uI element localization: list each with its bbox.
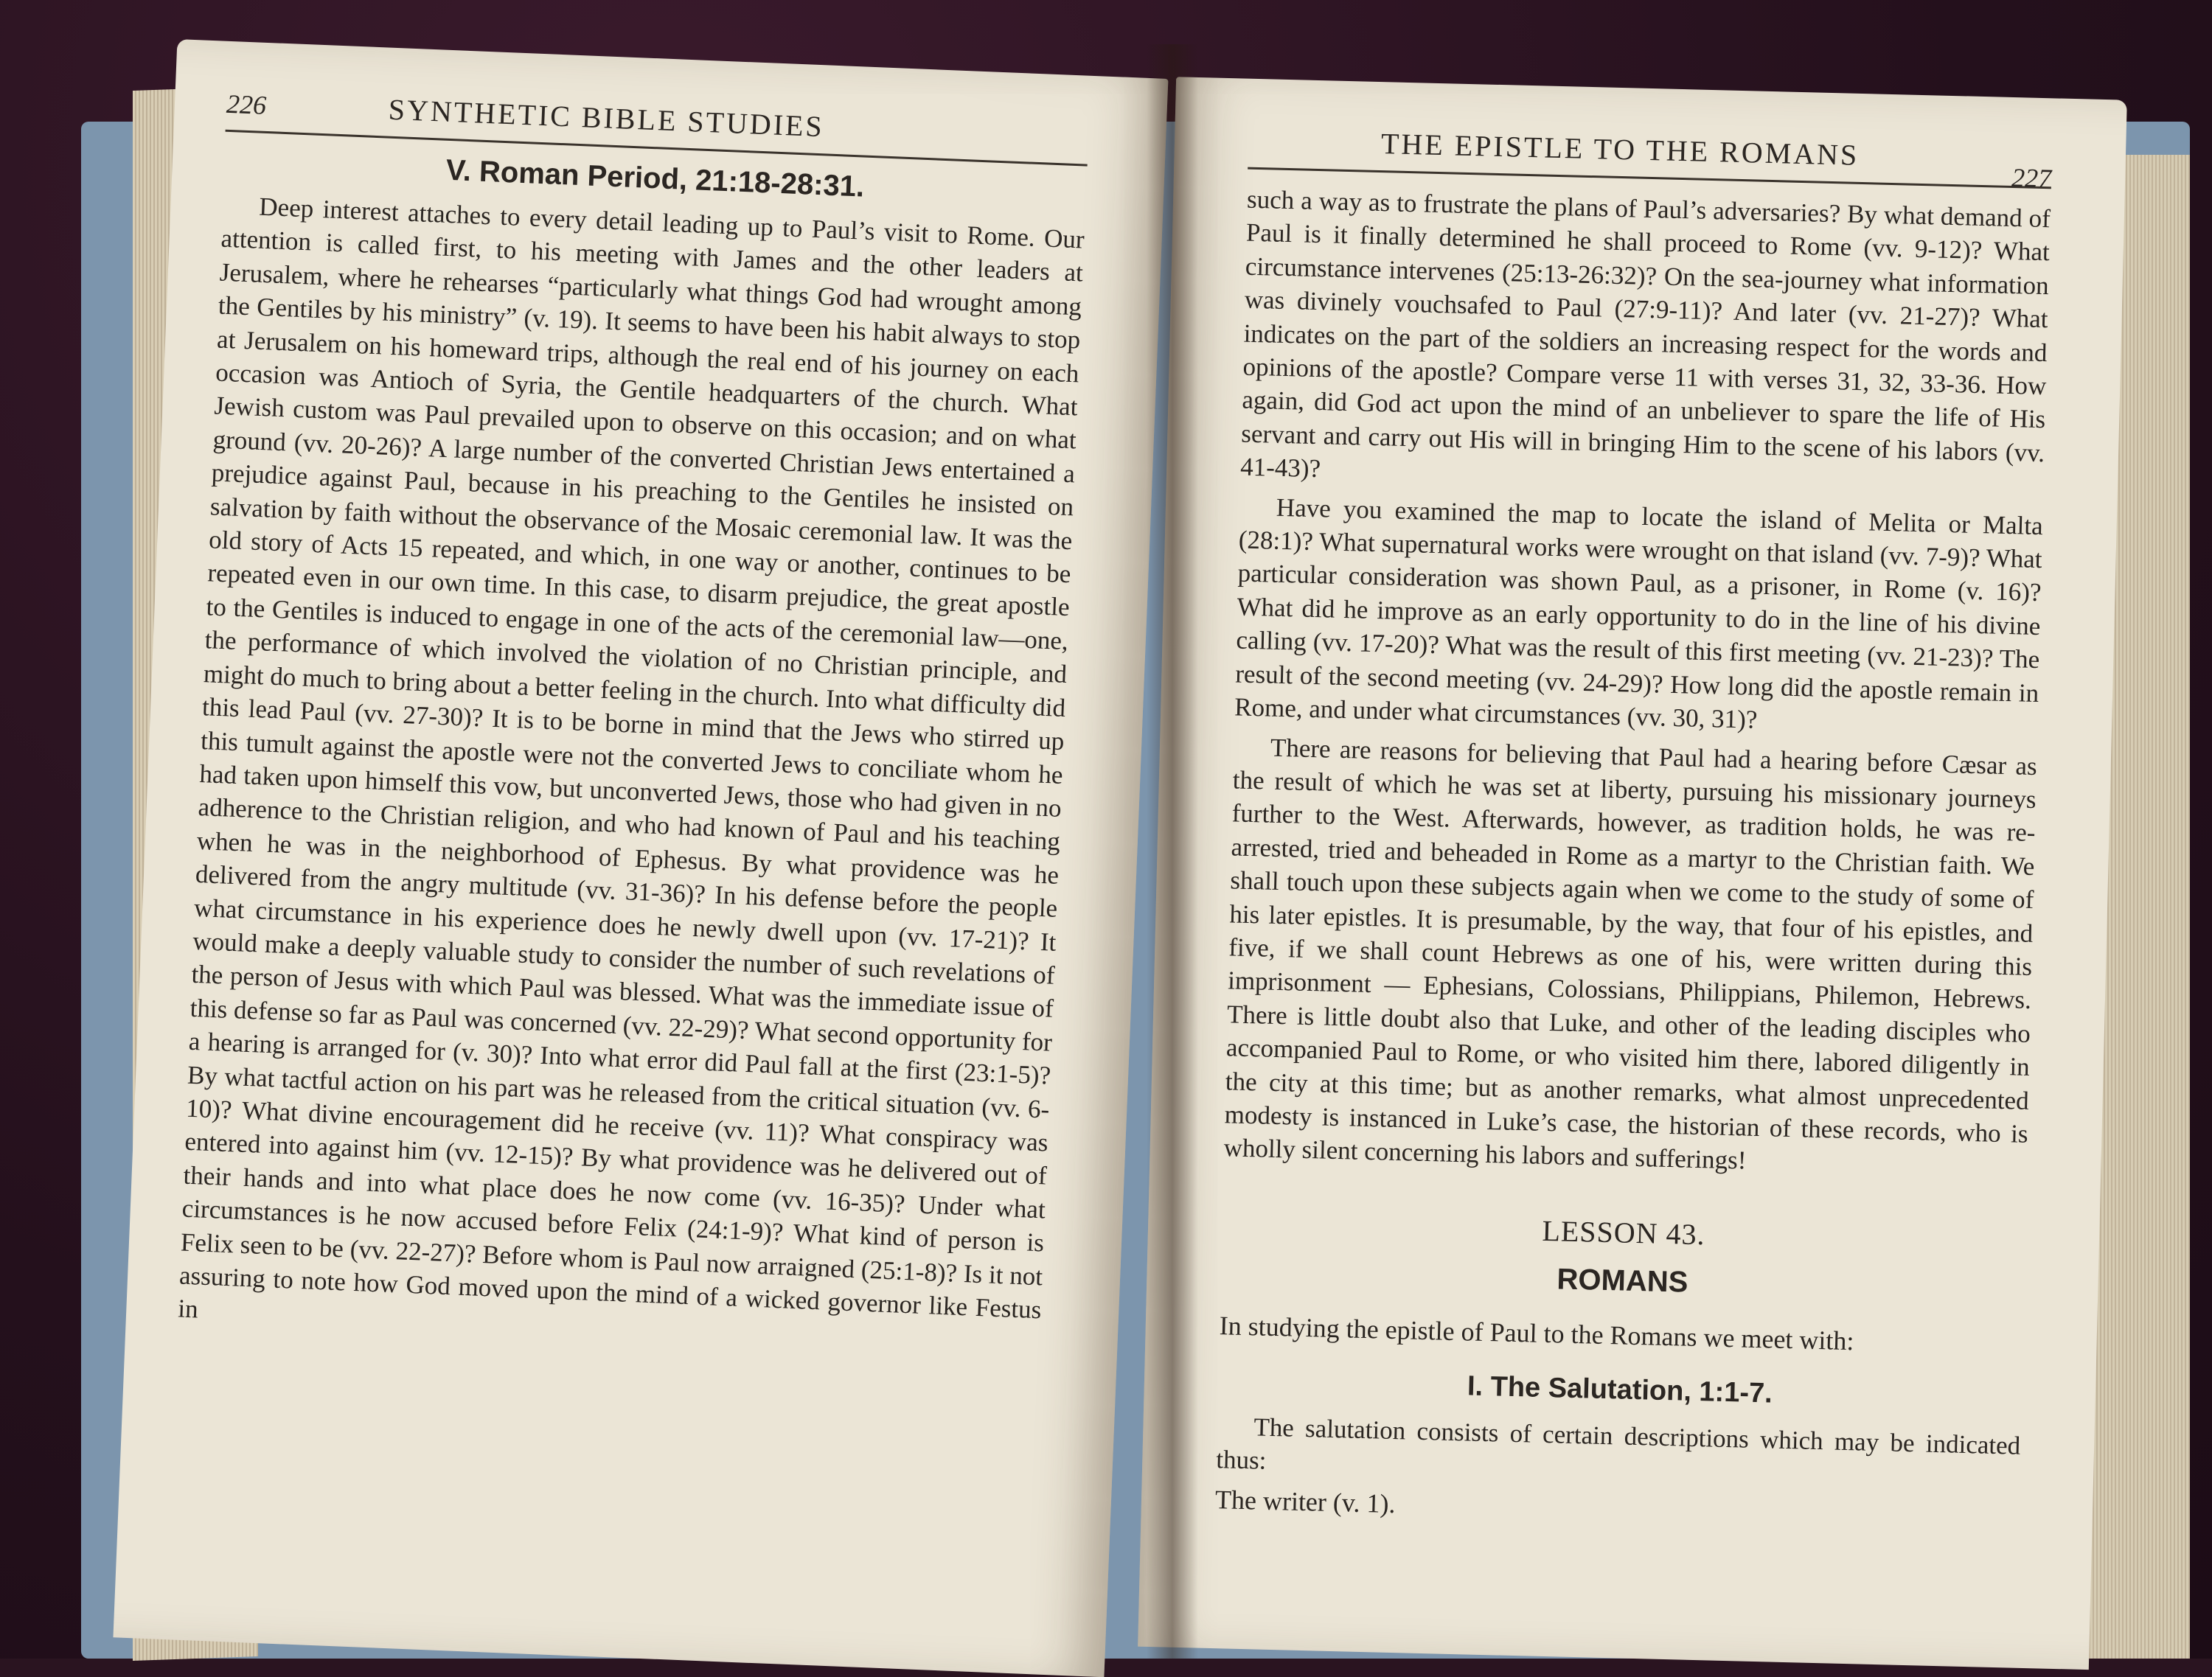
item-line: The writer (v. 1). xyxy=(1214,1484,1397,1519)
intro-line: In studying the epistle of Paul to the Romans we meet with: xyxy=(1219,1310,1854,1356)
right-running-head xyxy=(1248,116,2052,194)
left-page-content xyxy=(177,78,1089,1366)
right-paragraph: Have you examined the map to locate the island of Melita or Malta (28:1)? What supernatural works were wrought on that island (vv. 7-9)? What particular consideration was shown Paul, as a prisoner, in Rome (v. 16)? What did he improve as an early opportunity to do in the line of his divine calling (vv. 17-20)? What was the result of this first meeting (vv. 21-23)? The result of the second meeting (vv. 24-29)? How long did the apostle remain in Rome, and under what circumstances (vv. 30, 31)? xyxy=(1234,492,2044,734)
right-running-title: THE EPISTLE TO THE ROMANS xyxy=(1380,127,1860,172)
right-paragraph: There are reasons for believing that Paul had a hearing before Cæsar as the result of which he was set at liberty, pursuing his missionary journeys further to the West. Afterwards, however, as tradition holds, he was re-arrested, tried and beheaded in Rome as a martyr to the Christian faith. We shall touch upon these subjects again when we come to the study of some of his later epistles. It is presumable, by the way, that four of his epistles, and five, if we shall count Hebrews as one of his, were written during this imprisonment — Ephesians, Colossians, Philippians, Philemon, Hebrews. There is little doubt also that Luke, and other of the leading disciples who accompanied Paul to Rome, or who visited him there, labored diligently in the city at this time; but as another remarks, what almost unprecedented modesty is instanced in Luke’s case, the historian of these records, who is wholly silent concerning his labors and sufferings! xyxy=(1223,733,2038,1175)
left-page xyxy=(113,39,1168,1677)
left-page-number: 226 xyxy=(226,88,267,120)
subsection-heading: I. The Salutation, 1:1-7. xyxy=(1467,1370,1773,1409)
right-page xyxy=(1138,77,2127,1670)
right-page-content xyxy=(1215,116,2053,1536)
left-running-title: SYNTHETIC BIBLE STUDIES xyxy=(388,92,825,144)
section-heading: V. Roman Period, 21:18-28:31. xyxy=(445,153,865,203)
left-paragraph: Deep interest attaches to every detail leading up to Paul’s visit to Rome. Our attention is called first, to his meeting with James and the other leaders at Jerusalem, where he rehearses “particularly what things God had wrought among the Gentiles by his ministry” (v. 19). It seems to have been his habit always to stop at Jerusalem on his homeward trips, although the real end of his journey on each occasion was Antioch of Syria, the Gentile headquarters of the church. What Jewish custom was Paul prevailed upon to observe on this occasion; and on what ground (vv. 20-26)? A large number of the converted Christian Jews entertained a prejudice against Paul, because in his preaching to the Gentiles he insisted on salvation by faith without the observance of the Mosaic ceremonial law. It was the old story of Acts 15 repeated, and which, in one way or another, continues to be repeated even in our own time. In this case, to disarm prejudice, the great apostle to the Gentiles is induced to engage in one of the acts of the ceremonial law—one, the performance of which involved the violation of no Christian principle, and might do much to bring about a better feeling in the church. Into what difficulty did this lead Paul (vv. 27-30)? It is to be borne in mind that the Jews who stirred up this tumult against the apostle were not the converted Jews to conciliate whom he had taken upon himself this vow, but unconverted Jews, those who had given in no adherence to the Christian religion, and who had known of Paul and his teaching when he was in the neighborhood of Ephesus. By what providence was he delivered from the angry multitude (vv. 31-36)? In his defense before the people what circumstance in his experience does he newly dwell upon (vv. 17-21)? It would make a deeply valuable study to consider the number of such revelations of the person of Jesus with which Paul was blessed. What was the immediate issue of this defense so far as Paul was concerned (vv. 22-29)? What second opportunity for a hearing is arranged for (v. 30)? Into what error did Paul fall at the first (23:1-5)? By what tactful action on his part was he released from the critical situation (vv. 6-10)? What divine encouragement did he receive (vv. 11)? What conspiracy was entered into against him (vv. 12-15)? By what providence was he delivered out of their hands and into what place does he now come (vv. 16-35)? Under what circumstances is he now accused before Felix (24:1-9)? What kind of person is Felix seen to be (vv. 22-27)? Before whom is Paul now arraigned (25:1-8)? Is it not assuring to note how God moved upon the mind of a wicked governor like Festus in xyxy=(177,192,1085,1325)
book-gutter xyxy=(1147,44,1198,1659)
lesson-heading: LESSON 43. xyxy=(1541,1213,1706,1252)
book-heading: ROMANS xyxy=(1557,1263,1688,1299)
right-paragraph: such a way as to frustrate the plans of Paul’s adversaries? By what demand of Paul is it finally determined he shall proceed to Rome (vv. 9-12)? What circumstance intervenes (25:13-26:32)? On the sea-journey what information was divinely vouchsafed to Paul (27:9-11)? And later (vv. 21-27)? What indicates on the part of the soldiers an increasing respect for the words and opinions of the apostle? Compare verse 11 with verses 31, 32, 33-36. How again, did God act upon the mind of an unbeliever to spare the life of His servant and carry out His will in bringing Him to the scene of his labors (vv. 41-43)? xyxy=(1239,184,2051,484)
subsection-text: The salutation consists of certain descriptions which may be indicated thus: xyxy=(1215,1412,2021,1475)
right-page-number: 227 xyxy=(2011,162,2052,194)
